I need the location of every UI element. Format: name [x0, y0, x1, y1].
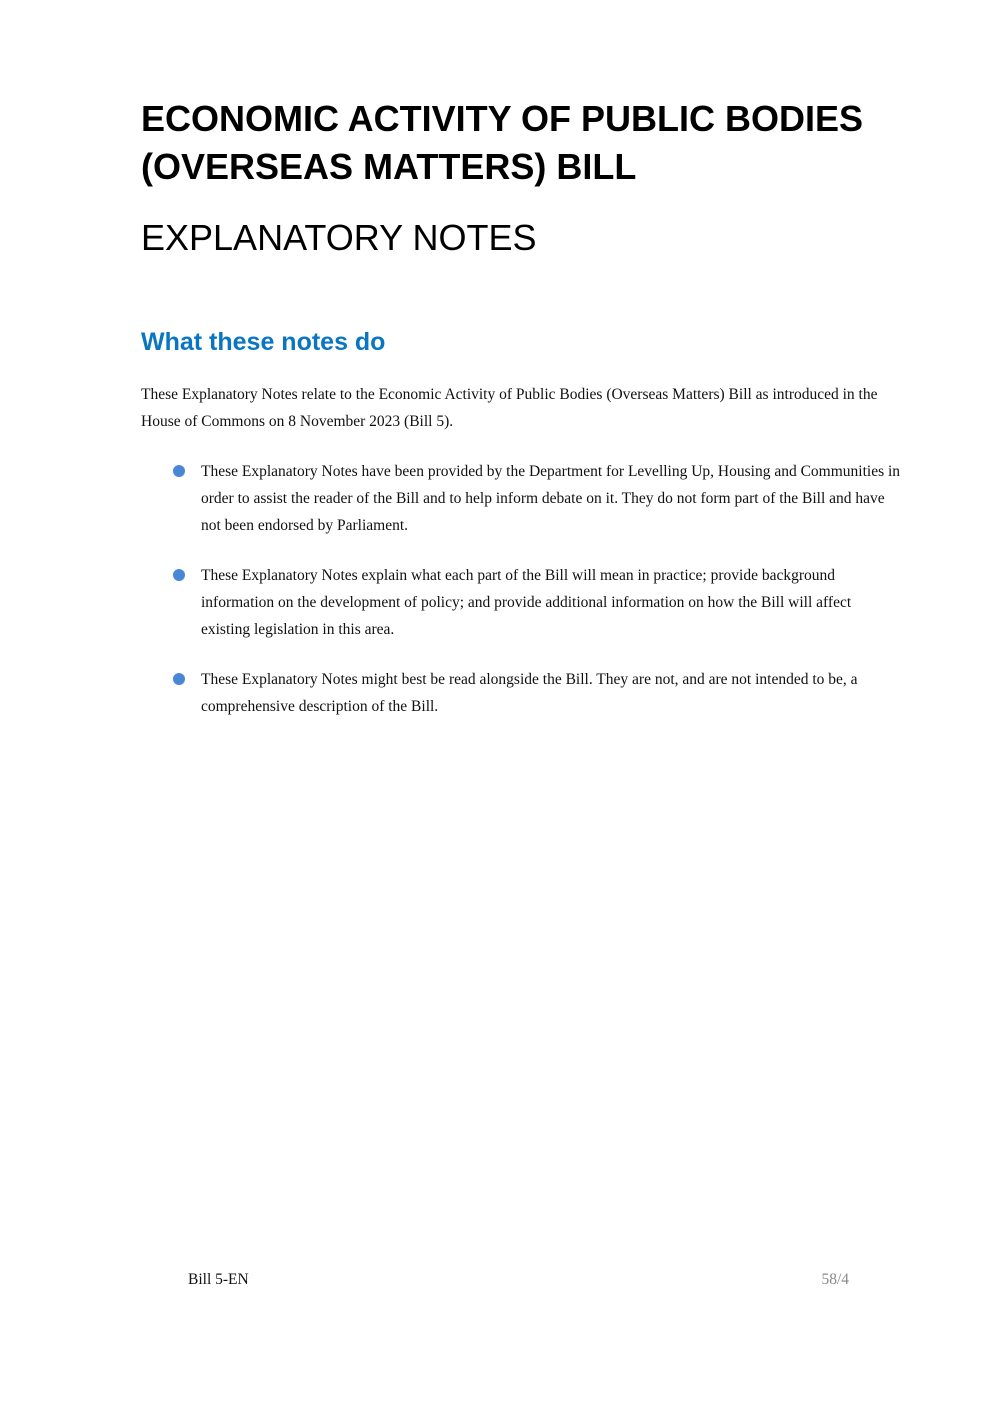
- bullet-text: These Explanatory Notes have been provided by the Department for Levelling Up, Housing and Communities in order to assist the reader of the Bill and to help inform debate on it. They do not form part of the Bill and have not been endorsed by Parliament.: [201, 463, 901, 534]
- document-title: ECONOMIC ACTIVITY OF PUBLIC BODIES (OVERSEAS MATTERS) BILL: [141, 98, 864, 187]
- bullet-dot-icon: [173, 673, 185, 685]
- intro-paragraph: These Explanatory Notes relate to the Economic Activity of Public Bodies (Overseas Matters) Bill as introduced in the House of Commons on 8 November 2023 (Bill 5).: [141, 386, 878, 430]
- bullet-item: [172, 458, 902, 539]
- bullet-dot-icon: [173, 465, 185, 477]
- bullet-dot-icon: [173, 569, 185, 581]
- footer-page-code: 58/4: [821, 1271, 849, 1288]
- bullet-item: [172, 562, 902, 643]
- section-heading: What these notes do: [141, 328, 386, 356]
- bullet-item: [172, 666, 902, 720]
- bullet-list: [172, 458, 902, 743]
- document-subtitle: EXPLANATORY NOTES: [141, 217, 537, 258]
- bullet-text: These Explanatory Notes might best be read alongside the Bill. They are not, and are not intended to be, a comprehensive description of the Bill.: [201, 671, 858, 715]
- footer-bill-reference: Bill 5-EN: [188, 1271, 249, 1288]
- bullet-text: These Explanatory Notes explain what each part of the Bill will mean in practice; provide background information on the development of policy; and provide additional information on how the Bill will affect existing legislation in this area.: [201, 567, 852, 638]
